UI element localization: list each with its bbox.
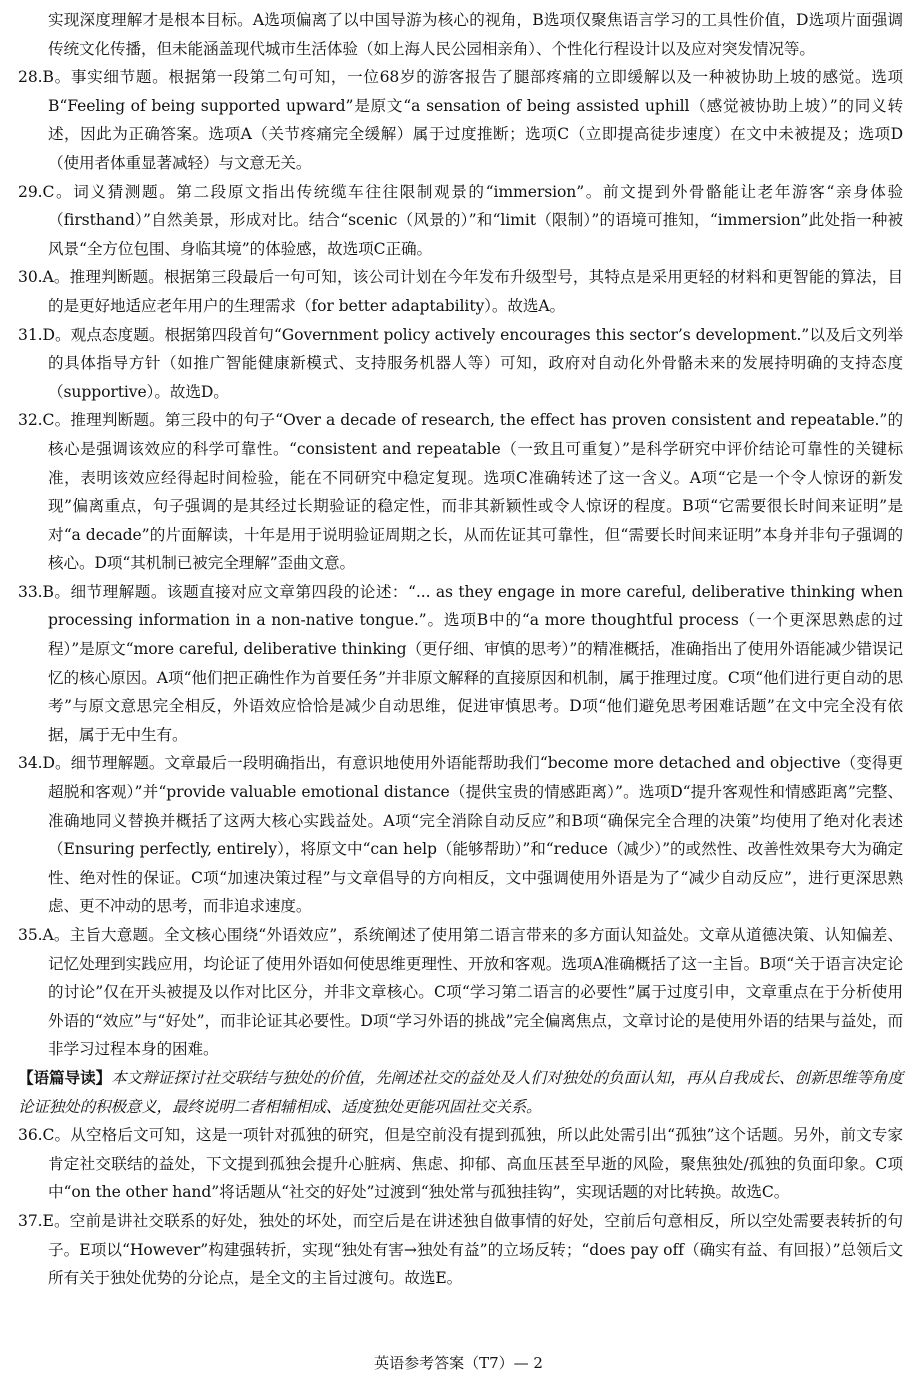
answer-36: 36.C。从空格后文可知，这是一项针对孤独的研究，但是空前没有提到孤独，所以此处需引出“孤独”这个话题。另外，前文专家肯定社交联结的益处，下文提到孤独会提升心脏病、焦虑、抑郁、高血压甚至早逝的风险，聚焦独处/孤独的负面印象。C项中“on the other hand”将话题从“社交的好处”过渡到“独处常与孤独挂钩”，实现话题的对比转换。故选C。 (18, 1126, 903, 1202)
answer-29: 29.C。词义猜测题。第二段原文指出传统缆车往往限制观景的“immersion”。前文提到外骨骼能让老年游客“亲身体验（firsthand）”自然美景，形成对比。结合“scenic（风景的）”和“limit（限制）”的语境可推知，“immersion”此处指一种被风景“全方位包围、身临其境”的体验感，故选项C正确。 (18, 182, 903, 258)
continued-paragraph: 实现深度理解才是根本目标。A选项偏离了以中国导游为核心的视角，B选项仅聚焦语言学习的工具性价值，D选项片面强调传统文化传播，但未能涵盖现代城市生活体验（如上海人民公园相亲角）、个性化行程设计以及应对突发情况等。 (48, 11, 903, 58)
answer-35: 35.A。主旨大意题。全文核心围绕“外语效应”，系统阐述了使用第二语言带来的多方面认知益处。文章从道德决策、认知偏差、记忆处理到实践应用，均论证了使用外语如何使思维更理性、开放和客观。选项A准确概括了这一主旨。B项“关于语言决定论的讨论”仅在开头被提及以作对比区分，并非文章核心。C项“学习第二语言的必要性”属于过度引申，文章重点在于分析使用外语的“效应”与“好处”，而非论证其必要性。D项“学习外语的挑战”完全偏离焦点，文章讨论的是使用外语的结果与益处，而非学习过程本身的困难。 (18, 926, 903, 1059)
answer-30: 30.A。推理判断题。根据第三段最后一句可知，该公司计划在今年发布升级型号，其特点是采用更轻的材料和更智能的算法，目的是更好地适应老年用户的生理需求（for better adaptability）。故选A。 (18, 268, 903, 315)
answer-28: 28.B。事实细节题。根据第一段第二句可知，一位68岁的游客报告了腿部疼痛的立即缓解以及一种被协助上坡的感觉。选项B“Feeling of being supported upward”是原文“a sensation of being assisted uphill（感觉被协助上坡）”的同义转述，因此为正确答案。选项A（关节疼痛完全缓解）属于过度推断；选项C（立即提高徒步速度）在文中未被提及；选项D（使用者体重显著减轻）与文意无关。 (18, 68, 903, 172)
passage-guide-text: 本文辩证探讨社交联结与独处的价值，先阐述社交的益处及人们对独处的负面认知，再从自我成长、创新思维等角度论证独处的积极意义，最终说明二者相辅相成、适度独处更能巩固社交关系。 (18, 1068, 903, 1116)
answer-31: 31.D。观点态度题。根据第四段首句“Government policy actively encourages this sector’s development.”以及后文列举的具体指导方针（如推广智能健康新模式、支持服务机器人等）可知，政府对自动化外骨骼未来的发展持明确的支持态度（supportive）。故选D。 (18, 325, 903, 401)
answer-34: 34.D。细节理解题。文章最后一段明确指出，有意识地使用外语能帮助我们“become more detached and objective（变得更超脱和客观）”并“provide valuable emotional distance（提供宝贵的情感距离）”。选项D“提升客观性和情感距离”完整、准确地同义替换并概括了这两大核心实践益处。A项“完全消除自动反应”和B项“确保完全合理的决策”均使用了绝对化表述（Ensuring perfectly, entirely），将原文中“can help（能够帮助）”和“reduce（减少）”的或然性、改善性效果夸大为确定性、绝对性的保证。C项“加速决策过程”与文章倡导的方向相反，文中强调使用外语是为了“减少自动反应”，进行更深思熟虑、更不冲动的思考，而非追求速度。 (18, 754, 903, 916)
answer-33: 33.B。细节理解题。该题直接对应文章第四段的论述：“... as they engage in more careful, deliberative thinking when processing information in a non-native tongue.”。选项B中的“a more thoughtful process（一个更深思熟虑的过程）”是原文“more careful, deliberative thinking（更仔细、审慎的思考）”的精准概括，准确指出了使用外语能减少错误记忆的核心原因。A项“他们把正确性作为首要任务”并非原文解释的直接原因和机制，属于推理过度。C项“他们进行更自动的思考”与原文意思完全相反，外语效应恰恰是减少自动思维，促进审慎思考。D项“他们避免思考困难话题”在文中完全没有依据，属于无中生有。 (18, 582, 903, 744)
passage-guide (18, 1064, 903, 1121)
answer-32: 32.C。推理判断题。第三段中的句子“Over a decade of research, the effect has proven consistent and repeatable.”的核心是强调该效应的科学可靠性。“consistent and repeatable（一致且可重复）”是科学研究中评价结论可靠性的关键标准，表明该效应经得起时间检验，能在不同研究中稳定复现。选项C准确转述了这一含义。A项“它是一个令人惊讶的新发现”偏离重点，句子强调的是其经过长期验证的稳定性，而非其新颖性或令人惊讶的程度。B项“它需要很长时间来证明”是对“a decade”的片面解读，十年是用于说明验证周期之长，从而佐证其可靠性，但“需要长时间来证明”本身并非句子强调的核心。D项“其机制已被完全理解”歪曲文意。 (18, 411, 903, 573)
page-footer: 英语参考答案（T7）— 2 (374, 1354, 543, 1372)
answer-37: 37.E。空前是讲社交联系的好处，独处的坏处，而空后是在讲述独自做事情的好处，空前后句意相反，所以空处需要表转折的句子。E项以“However”构建强转折，实现“独处有害→独处有益”的立场反转；“does pay off（确实有益、有回报）”总领后文所有关于独处优势的分论点，是全文的主旨过渡句。故选E。 (18, 1211, 903, 1288)
passage-guide-label: 【语篇导读】 (18, 1068, 112, 1087)
